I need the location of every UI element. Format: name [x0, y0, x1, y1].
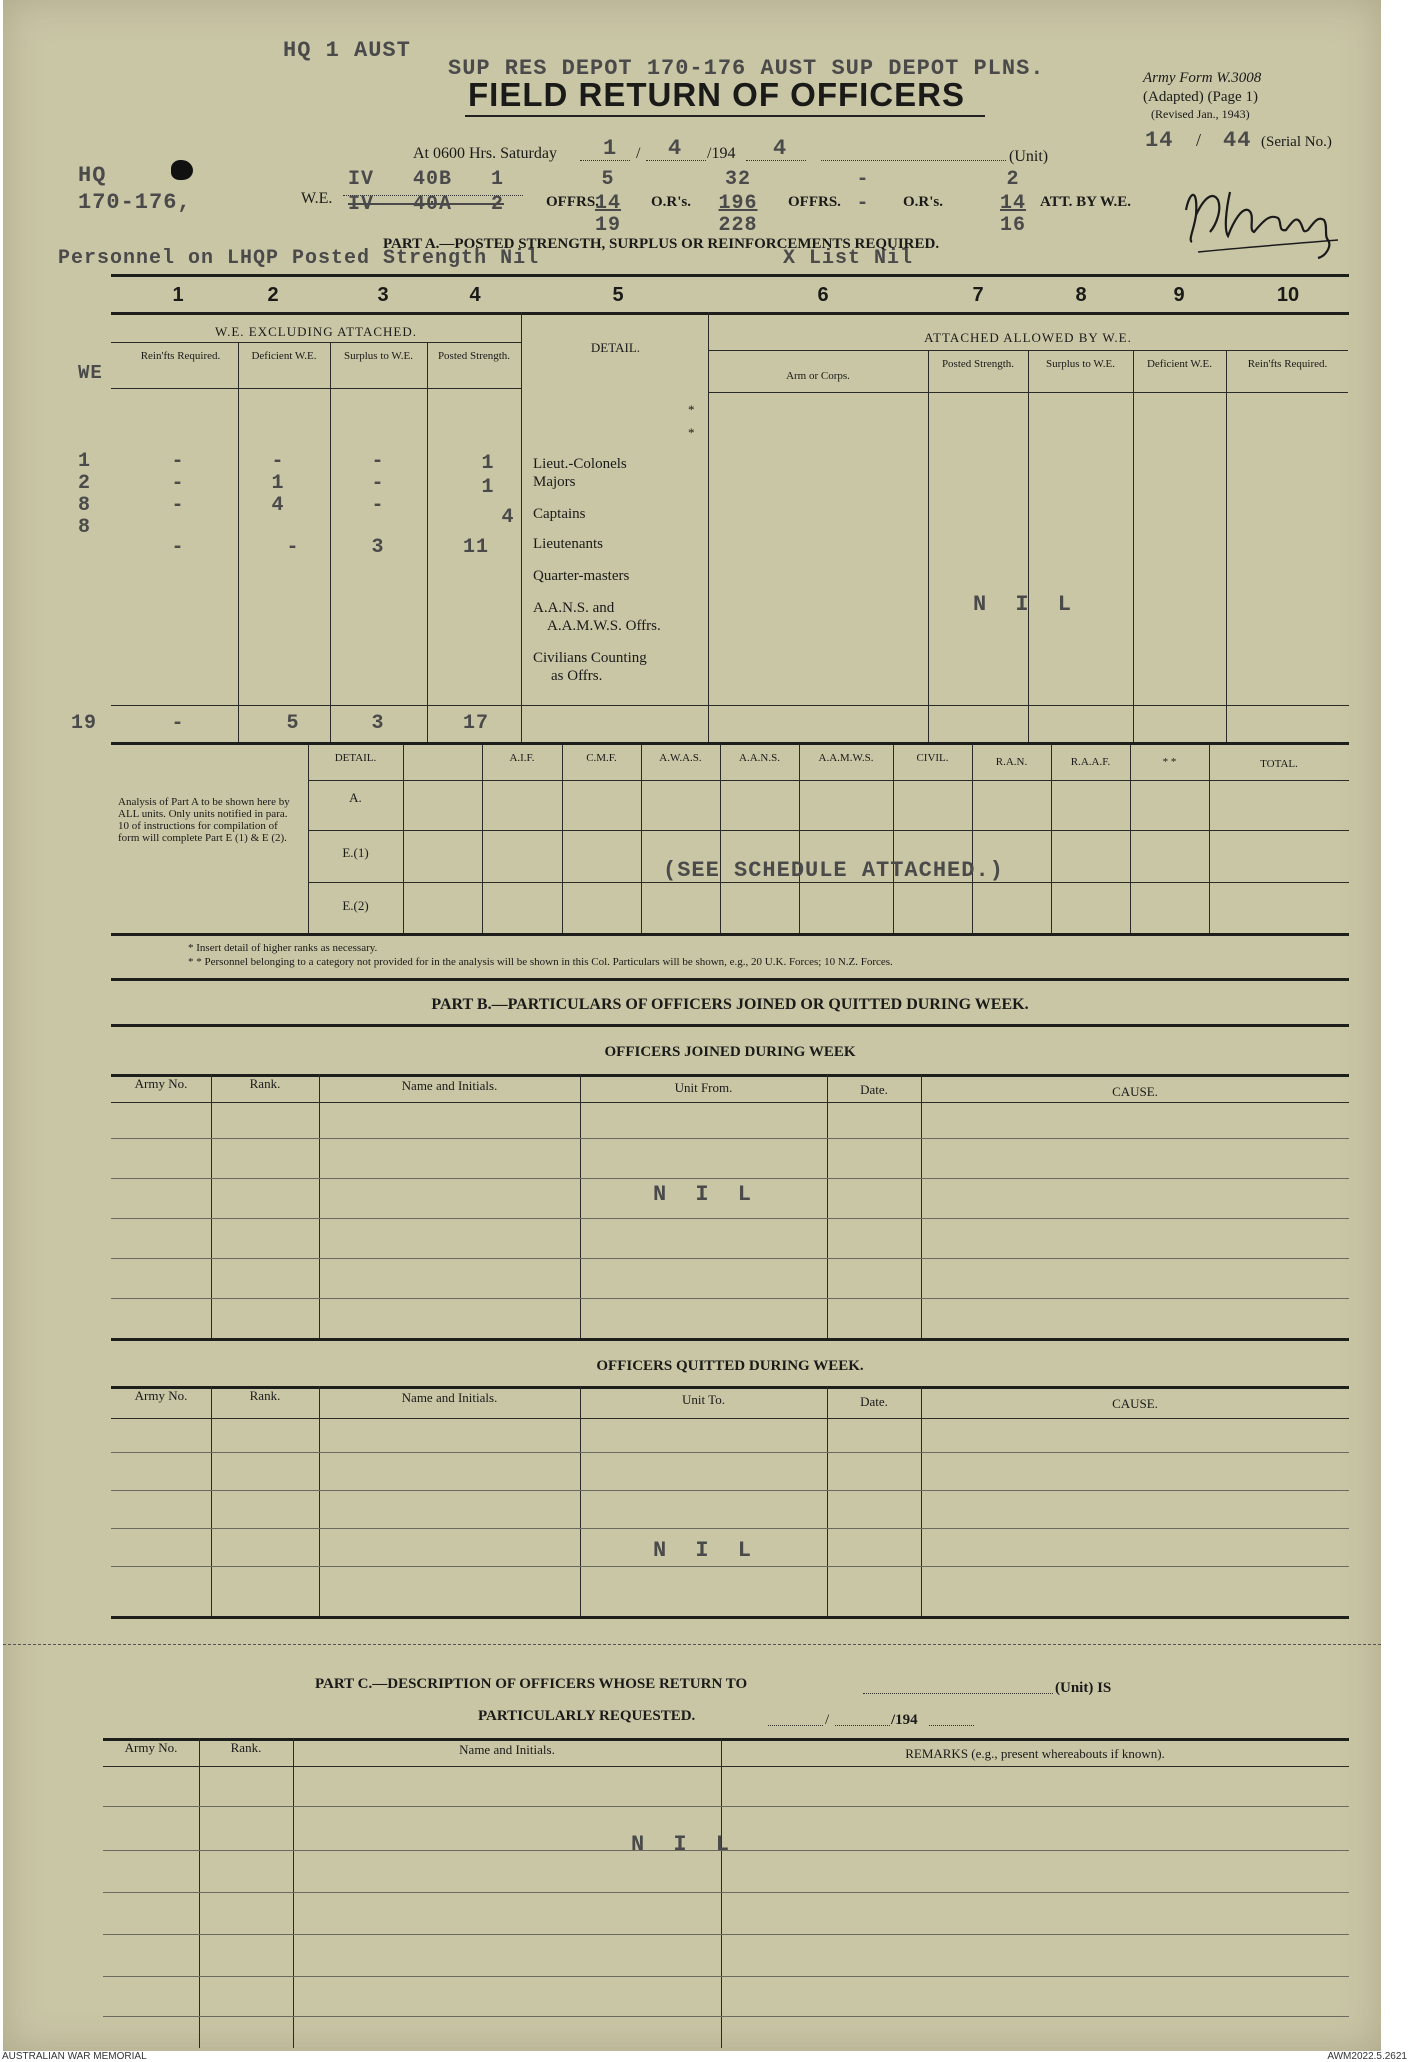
quitted-col-unitto: Unit To.	[682, 1392, 725, 1407]
joined-row-5	[111, 1298, 1349, 1299]
part-a-top-rule	[111, 274, 1349, 277]
quitted-col-cause: CAUSE.	[1112, 1396, 1158, 1411]
footnote-bottom-rule	[111, 978, 1349, 981]
footnote-2: * * Personnel belonging to a category not provided for in the analysis will be shown in this Col. Particulars will be shown, e.g., 20 U.K. Forces; 10 N.Z. Forces.	[188, 956, 893, 968]
quitted-row-2	[111, 1490, 1349, 1491]
joined-nil: N I L	[653, 1182, 760, 1207]
part-c-requested: PARTICULARLY REQUESTED.	[478, 1708, 696, 1724]
colnum-6: 6	[817, 284, 829, 306]
part-c-unit-is: (Unit) IS	[1055, 1680, 1112, 1696]
footnote-1: * Insert detail of higher ranks as necessary.	[188, 942, 378, 954]
serial-right: 44	[1223, 128, 1252, 153]
quitted-col-armyno: Army No.	[134, 1388, 188, 1403]
colnum-4: 4	[469, 284, 481, 306]
rank-aans: A.A.N.S. and	[533, 600, 615, 616]
quitted-row-1	[111, 1452, 1349, 1453]
typed-hq-line: HQ 1 AUST	[283, 38, 411, 63]
part-b-rule	[111, 1024, 1349, 1027]
rank-civ-offrs: as Offrs.	[551, 668, 603, 684]
joined-title: OFFICERS JOINED DURING WEEK	[604, 1044, 856, 1060]
vline-an1	[403, 745, 404, 933]
pc-row-4	[103, 1934, 1349, 1935]
part-c-day-dots	[768, 1725, 823, 1726]
col-posted: Posted Strength.	[437, 350, 511, 362]
vline-an6	[799, 745, 800, 933]
part-c-nil: N I L	[631, 1832, 738, 1857]
rank-lieutenants: Lieutenants	[533, 536, 603, 552]
we-bottom: IV 40A 2	[348, 193, 505, 216]
joined-bottom-rule	[111, 1338, 1349, 1341]
col-reinfts: Rein'fts Required.	[140, 350, 221, 362]
joined-row-3	[111, 1218, 1349, 1219]
totals-rule	[111, 705, 1349, 706]
vline-an2	[482, 745, 483, 933]
we-top: IV 40B 1	[348, 168, 505, 191]
vline-c1	[199, 1738, 200, 2048]
cell-r1-c4: 1	[481, 452, 495, 475]
cell-r4-c4: 11	[462, 536, 489, 559]
title-underline	[465, 115, 985, 117]
vline-q4	[827, 1386, 828, 1618]
pc-col-armyno: Army No.	[124, 1740, 178, 1755]
footer-left: AUSTRALIAN WAR MEMORIAL	[2, 2051, 147, 2062]
att-group-heading: ATTACHED ALLOWED BY W.E.	[924, 330, 1132, 345]
analysis-bottom-rule	[111, 933, 1349, 936]
part-c-year-dots	[929, 1725, 974, 1726]
vline-a9	[1226, 350, 1227, 742]
total-c3: 3	[371, 712, 385, 735]
cell-r1-c2: -	[271, 450, 285, 473]
cell-r1-c3: -	[371, 450, 385, 473]
date-label: At 0600 Hrs. Saturday	[413, 145, 557, 162]
joined-col-armyno: Army No.	[134, 1076, 188, 1091]
an-col-civil: CIVIL.	[916, 752, 949, 764]
typed-see-schedule: (SEE SCHEDULE ATTACHED.)	[663, 858, 1004, 883]
an-col-aans: A.A.N.S.	[739, 752, 780, 764]
offrs1-bottom: 14	[594, 192, 621, 215]
vline-a2	[330, 342, 331, 742]
colnum-9: 9	[1173, 284, 1185, 306]
col-att-surplus: Surplus to W.E.	[1045, 358, 1116, 370]
an-col-ran: R.A.N.	[995, 756, 1028, 768]
joined-row-1	[111, 1138, 1349, 1139]
an-col-raaf: R.A.A.F.	[1070, 756, 1111, 768]
typed-personnel: Personnel on LHQP Posted Strength Nil	[58, 247, 540, 270]
ink-blot	[171, 160, 193, 180]
typed-we-1: 1	[78, 450, 92, 473]
typed-we: WE	[78, 362, 103, 384]
rank-lt-col: Lieut.-Colonels	[533, 456, 627, 472]
an-col-star: * *	[1162, 756, 1177, 768]
cell-r1-c1: -	[171, 450, 185, 473]
quitted-col-name: Name and Initials.	[401, 1390, 498, 1405]
cell-r3-c4: 4	[501, 506, 515, 529]
quitted-nil: N I L	[653, 1538, 760, 1563]
rank-aamws: A.A.M.W.S. Offrs.	[547, 618, 661, 634]
typed-hq: HQ	[78, 163, 107, 188]
typed-we-4: 8	[78, 516, 92, 539]
part-c-unit-dots	[863, 1693, 1053, 1694]
or1-sum: 228	[718, 214, 758, 237]
colnum-7: 7	[972, 284, 984, 306]
form-revised: (Revised Jan., 1943)	[1151, 107, 1250, 121]
vline-q3	[580, 1386, 581, 1618]
rank-majors: Majors	[533, 474, 576, 490]
col-att-deficient: Deficient W.E.	[1146, 358, 1213, 370]
part-c-month-dots	[835, 1725, 890, 1726]
typed-we-2: 2	[78, 472, 92, 495]
joined-col-cause: CAUSE.	[1112, 1084, 1158, 1099]
vline-an4	[641, 745, 642, 933]
pc-row-5	[103, 1976, 1349, 1977]
offrs2-top: -	[856, 168, 870, 191]
vline-a3	[427, 342, 428, 742]
date-month: 4	[668, 136, 683, 161]
or2-sum: 16	[999, 214, 1026, 237]
date-day: 1	[603, 136, 618, 161]
offrs1-top: 5	[601, 168, 615, 191]
an-col-total: TOTAL.	[1260, 758, 1298, 770]
total-c4: 17	[462, 712, 489, 735]
pc-hdr-rule	[103, 1766, 1349, 1767]
cell-r4-c1: -	[171, 536, 185, 559]
footer-right: AWM2022.5.2621	[1327, 2051, 1407, 2062]
vline-an7	[893, 745, 894, 933]
part-c-title: PART C.—DESCRIPTION OF OFFICERS WHOSE RETURN TO	[315, 1676, 748, 1692]
vline-a1	[238, 342, 239, 742]
date-slash: /	[636, 145, 641, 162]
quitted-row-4	[111, 1566, 1349, 1567]
joined-row-4	[111, 1258, 1349, 1259]
colnum-2: 2	[267, 284, 279, 306]
offrs2-bottom: -	[856, 192, 870, 215]
an-rule-1	[308, 780, 1349, 781]
colnum-5: 5	[612, 284, 624, 306]
we-label: W.E.	[301, 190, 333, 207]
cell-r2-c4: 1	[481, 476, 495, 499]
serial-left: 14	[1145, 128, 1174, 153]
col-deficient: Deficient W.E.	[251, 350, 317, 362]
cell-r2-c3: -	[371, 472, 385, 495]
part-a-attached-nil: N I L	[973, 592, 1080, 617]
detail-heading: DETAIL.	[590, 340, 641, 355]
quitted-col-rank: Rank.	[249, 1388, 281, 1403]
pc-col-remarks: REMARKS (e.g., present whereabouts if known).	[905, 1746, 1165, 1761]
part-c-slash: /	[825, 1712, 830, 1728]
cell-r2-c2: 1	[271, 472, 285, 495]
part-a-title: PART A.—POSTED STRENGTH, SURPLUS OR REINFORCEMENTS REQUIRED.	[383, 236, 940, 252]
col-arm-corps: Arm or Corps.	[786, 370, 850, 382]
form-adapted: (Adapted) (Page 1)	[1143, 89, 1258, 105]
pc-row-1	[103, 1806, 1349, 1807]
typed-we-total: 19	[71, 712, 98, 735]
cell-r2-c1: -	[171, 472, 185, 495]
vline-an9	[1051, 745, 1052, 933]
typed-depot-line: SUP RES DEPOT 170-176 AUST SUP DEPOT PLNS.	[448, 56, 1045, 81]
an-row-e2: E.(2)	[342, 898, 369, 913]
part-a-col-rule	[111, 312, 1349, 315]
cell-r3-c1: -	[171, 494, 185, 517]
or1-bottom: 196	[718, 192, 758, 215]
date-year-prefix: /194	[707, 145, 736, 162]
an-col-awas: A.W.A.S.	[659, 752, 702, 764]
vline-an3	[562, 745, 563, 933]
an-rule-2	[308, 830, 1349, 831]
total-c2: 5	[286, 712, 300, 735]
vline-an8	[972, 745, 973, 933]
an-col-aamws: A.A.M.W.S.	[818, 752, 874, 764]
vline-q5	[921, 1386, 922, 1618]
date-year: 4	[773, 136, 788, 161]
typed-xlist: X List Nil	[783, 247, 914, 270]
an-row-e1: E.(1)	[342, 845, 369, 860]
we-group-rule	[111, 342, 521, 343]
offrs-label: OFFRS.	[546, 194, 599, 210]
or1-top: 32	[724, 168, 751, 191]
att-label: ATT. BY W.E.	[1040, 194, 1132, 210]
colnum-10: 10	[1276, 284, 1300, 306]
analysis-note: Analysis of Part A to be shown here by ALL units. Only units notified in para. 10 of instructions for compilation of form will complete Part E (1) & E (2).	[118, 796, 290, 844]
vline-q1	[211, 1386, 212, 1618]
quitted-col-date: Date.	[860, 1394, 888, 1409]
part-a-bottom-rule	[111, 742, 1349, 745]
col-att-posted: Posted Strength.	[941, 358, 1015, 370]
colnum-3: 3	[377, 284, 389, 306]
joined-hdr-rule	[111, 1102, 1349, 1103]
quitted-title: OFFICERS QUITTED DURING WEEK.	[596, 1358, 864, 1374]
quitted-bottom-rule	[111, 1616, 1349, 1619]
or2-top: 2	[1006, 168, 1020, 191]
offrs1-sum: 19	[594, 214, 621, 237]
or2-bottom: 14	[999, 192, 1026, 215]
vline-q2	[319, 1386, 320, 1618]
an-col-detail: DETAIL.	[334, 752, 377, 764]
an-row-a: A.	[349, 790, 362, 805]
joined-col-unitfrom: Unit From.	[674, 1080, 733, 1095]
vline-an11	[1209, 745, 1210, 933]
left-header-rule	[111, 388, 521, 389]
cell-r4-c2: -	[286, 536, 300, 559]
offrs2-label: OFFRS.	[788, 194, 841, 210]
rank-civilians: Civilians Counting	[533, 650, 647, 666]
vline-a6	[928, 350, 929, 742]
rank-captains: Captains	[533, 506, 586, 522]
form-paper	[3, 0, 1381, 2051]
cell-r3-c2: 4	[271, 494, 285, 517]
cell-r3-c3: -	[371, 494, 385, 517]
vline-an10	[1130, 745, 1131, 933]
typed-unit-code: 170-176,	[78, 190, 192, 215]
or-label: O.R's.	[651, 194, 692, 210]
part-b-title: PART B.—PARTICULARS OF OFFICERS JOINED OR QUITTED DURING WEEK.	[431, 996, 1029, 1013]
rank-qm: Quarter-masters	[533, 568, 630, 584]
joined-col-rank: Rank.	[249, 1076, 281, 1091]
unit-label: (Unit)	[1009, 148, 1049, 165]
vline-c3	[721, 1738, 722, 2048]
vline-an5	[720, 745, 721, 933]
or2-label: O.R's.	[903, 194, 944, 210]
serial-label: (Serial No.)	[1261, 134, 1332, 150]
typed-we-3: 8	[78, 494, 92, 517]
colnum-8: 8	[1075, 284, 1087, 306]
part-c-year: /194	[891, 1712, 918, 1728]
joined-col-name: Name and Initials.	[401, 1078, 498, 1093]
detail-star-1: *	[688, 402, 695, 417]
vline-a7	[1028, 350, 1029, 742]
colnum-1: 1	[172, 284, 184, 306]
vline-a5	[708, 312, 709, 742]
an-col-aif: A.I.F.	[509, 752, 535, 764]
pc-row-6	[103, 2016, 1349, 2017]
quitted-row-3	[111, 1528, 1349, 1529]
detail-star-2: *	[688, 425, 695, 440]
form-title: FIELD RETURN OF OFFICERS	[468, 76, 965, 113]
col-surplus: Surplus to W.E.	[343, 350, 414, 362]
pc-row-3	[103, 1892, 1349, 1893]
total-c1: -	[171, 712, 185, 735]
vline-c2	[293, 1738, 294, 2048]
joined-row-2	[111, 1178, 1349, 1179]
we-group-heading: W.E. EXCLUDING ATTACHED.	[215, 324, 417, 339]
pc-col-rank: Rank.	[230, 1740, 262, 1755]
cell-r4-c3: 3	[371, 536, 385, 559]
signature-image	[1178, 170, 1348, 265]
serial-slash: /	[1196, 130, 1202, 150]
quitted-hdr-rule	[111, 1418, 1349, 1419]
joined-col-date: Date.	[860, 1082, 888, 1097]
col-att-reinfts: Rein'fts Required.	[1247, 358, 1328, 370]
an-col-cmf: C.M.F.	[586, 752, 617, 764]
vline-a8	[1133, 350, 1134, 742]
perforation-line	[3, 1644, 1381, 1645]
form-number: Army Form W.3008	[1143, 70, 1262, 86]
pc-col-name: Name and Initials.	[459, 1742, 555, 1757]
unit-dots	[821, 160, 1006, 161]
